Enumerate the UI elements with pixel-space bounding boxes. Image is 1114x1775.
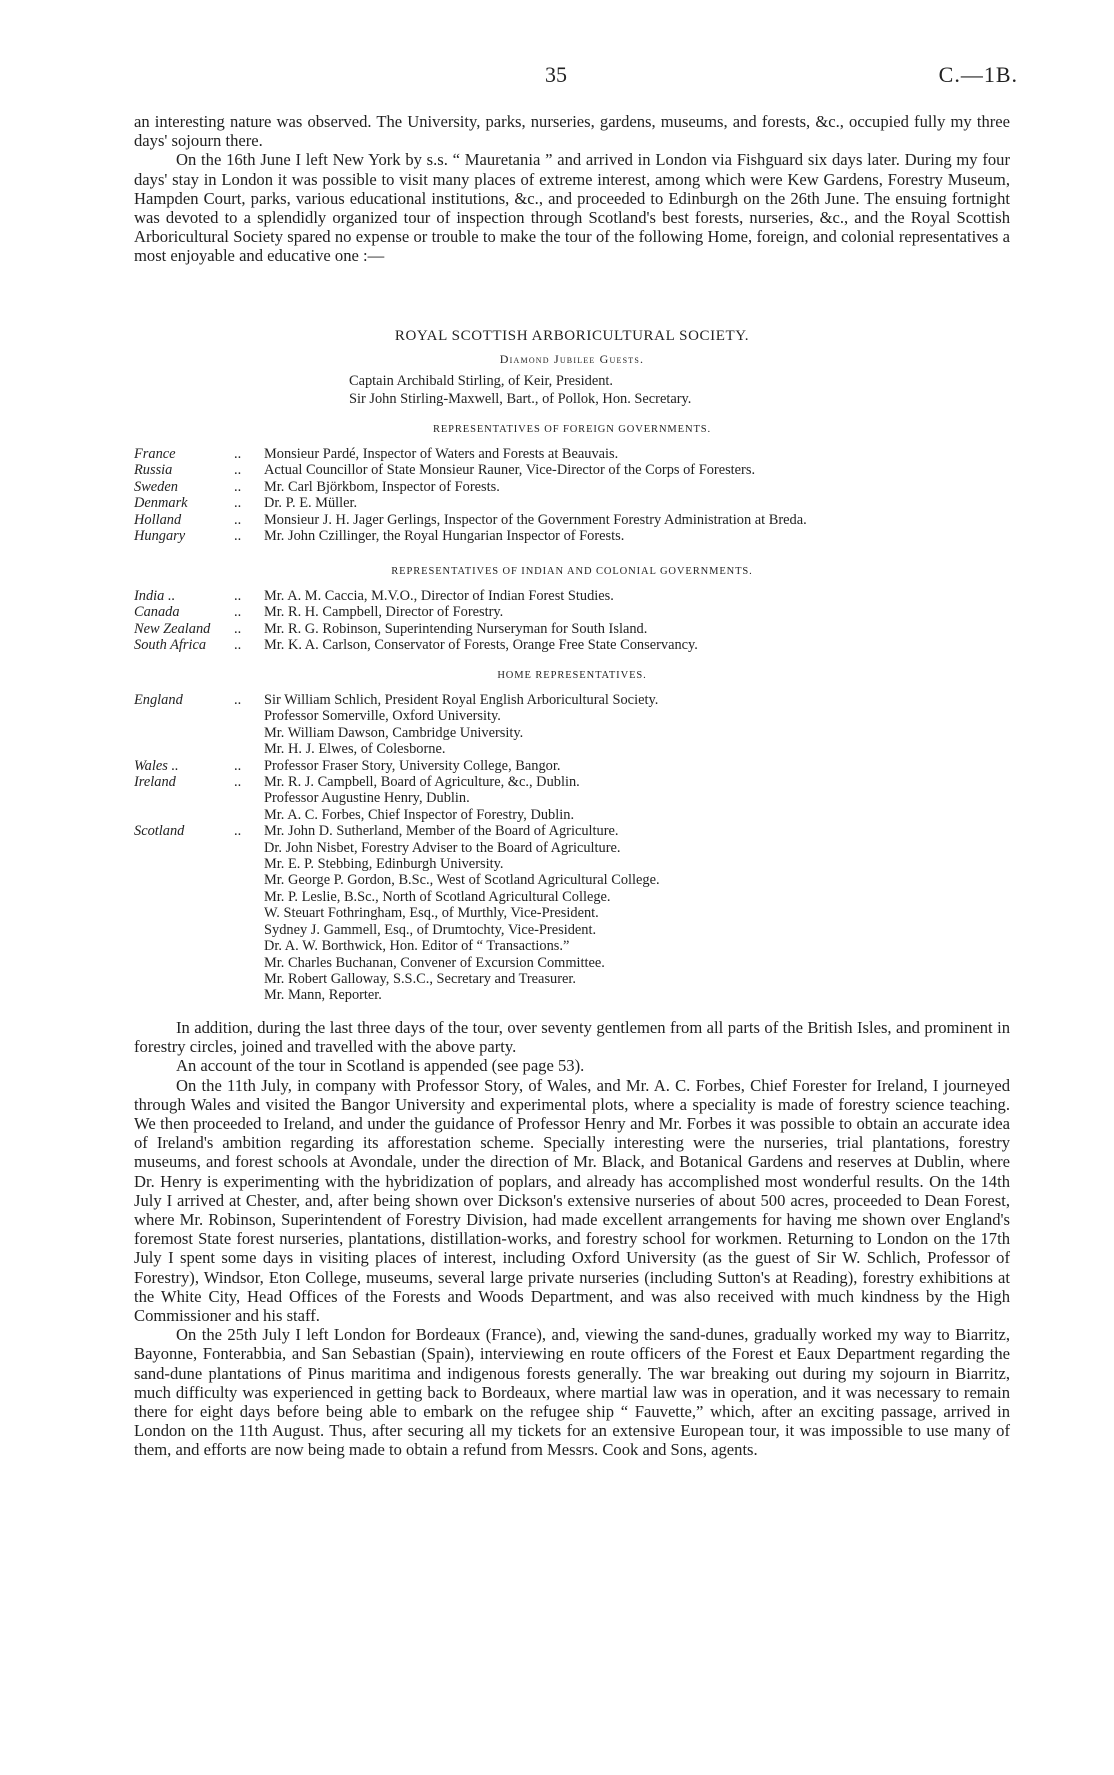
representative-name: Mr. P. Leslie, B.Sc., North of Scotland Agricultural College.	[264, 888, 611, 905]
page-number: 35	[545, 62, 567, 87]
representative-names	[264, 446, 1034, 462]
intro-text	[134, 112, 1010, 266]
representative-name: Mr. Charles Buchanan, Convener of Excursion Committee.	[264, 954, 605, 971]
representative-row	[134, 512, 1034, 528]
representative-row	[134, 446, 1034, 462]
colonial-representatives	[134, 588, 1034, 654]
home-representatives	[134, 692, 1034, 1004]
leader-dots: ..	[234, 637, 242, 654]
country-label: England	[134, 692, 183, 708]
leader-dots: ..	[234, 604, 242, 621]
representative-name: Mr. A. C. Forbes, Chief Inspector of Forestry, Dublin.	[264, 806, 575, 823]
representative-row	[134, 621, 1034, 637]
representative-names	[264, 823, 1034, 1003]
leader-dots: ..	[234, 620, 242, 637]
jubilee-guest-list	[349, 373, 691, 408]
representative-names	[264, 637, 1034, 653]
leader-dots: ..	[234, 588, 242, 604]
representative-name: Mr. Carl Björkbom, Inspector of Forests.	[264, 478, 500, 495]
representative-names	[264, 692, 1034, 758]
society-title: ROYAL SCOTTISH ARBORICULTURAL SOCIETY.	[394, 328, 750, 344]
country-label: New Zealand	[134, 620, 211, 637]
report-code: C.—1B.	[938, 62, 1018, 87]
representative-name: Mr. John D. Sutherland, Member of the Board of Agriculture.	[264, 823, 619, 840]
representative-name: Dr. A. W. Borthwick, Hon. Editor of “ Transactions.”	[264, 938, 570, 955]
leader-dots: ..	[234, 757, 242, 774]
representative-row	[134, 774, 1034, 823]
closing-paragraph: On the 11th July, in company with Professor Story, of Wales, and Mr. A. C. Forbes, Chief Forester for Ireland, I journeyed through Wales and visited the Bangor University and experimental plots, where a speciality is made of forestry science teaching. We then proceeded to Ireland, and under the guidance of Professor Henry and Mr. Forbes it was possible to obtain an accurate idea of Ireland's ambition regarding its afforestation scheme. Specially interesting were the nurseries, trial plantations, forestry museums, and forest schools at Avondale, under the direction of Mr. Black, and Botanical Gardens and reserves at Dublin, where Dr. Henry is experimenting with the hybridization of poplars, and already has accomplished most wonderful results. On the 14th July I arrived at Chester, and, after being shown over Dickson's extensive nurseries of about 500 acres, proceeded to Dean Forest, where Mr. Robinson, Superintendent of Forestry Division, had made excellent arrangements for having me shown over England's foremost State forest nurseries, plantations, distillation-works, and forestry school for workmen. Returning to London on the 17th July I spent some days in visiting places of interest, including Oxford University (as the guest of Sir W. Schlich, Professor of Forestry), Windsor, Eton College, museums, several large private nurseries (including Sutton's at Reading), forestry exhibitions at the White City, Head Offices of the Forests and Woods Department, and was also received with much kindness by the High Commissioner and his staff.	[134, 1075, 1010, 1326]
representative-name: Mr. K. A. Carlson, Conservator of Forests, Orange Free State Conservancy.	[264, 637, 698, 654]
representative-name: Mr. A. M. Caccia, M.V.O., Director of Indian Forest Studies.	[264, 588, 614, 604]
closing-text	[134, 1018, 1010, 1460]
representative-name: Actual Councillor of State Monsieur Rauner, Vice-Director of the Corps of Foresters.	[264, 462, 756, 479]
representative-names	[264, 604, 1034, 620]
country-label: Scotland	[134, 823, 185, 840]
representative-name: Professor Augustine Henry, Dublin.	[264, 790, 470, 807]
representative-names	[264, 528, 1034, 544]
representative-row	[134, 588, 1034, 604]
country-label: Holland	[134, 511, 182, 528]
representative-name: W. Steuart Fothringham, Esq., of Murthly, Vice-President.	[264, 905, 599, 922]
representative-name: Mr. John Czillinger, the Royal Hungarian Inspector of Forests.	[264, 528, 625, 545]
closing-paragraph: On the 25th July I left London for Bordeaux (France), and, viewing the sand-dunes, gradually worked my way to Biarritz, Bayonne, Fonterabbia, and San Sebastian (Spain), interviewing en route officers of the Forest et Eaux Department regarding the sand-dune plantations of Pinus maritima and indigenous forests generally. The war breaking out during my sojourn in Biarritz, much difficulty was experienced in getting back to Bordeaux, where martial law was in operation, and it was necessary to remain there for eight days before being able to embark on the refugee ship “ Fauvette,” which, after an exciting passage, arrived in London on the 11th August. Thus, after securing all my tickets for an extensive European tour, it was impossible to use many of them, and efforts are now being made to obtain a refund from Messrs. Cook and Sons, agents.	[134, 1325, 1010, 1460]
representative-name: Professor Fraser Story, University College, Bangor.	[264, 757, 561, 774]
representative-names	[264, 512, 1034, 528]
country-label: India ..	[134, 588, 176, 604]
guest-president: Captain Archibald Stirling, of Keir, President.	[349, 373, 614, 389]
closing-paragraph: An account of the tour in Scotland is appended (see page 53).	[176, 1056, 585, 1076]
representative-names	[264, 495, 1034, 511]
country-label: France	[134, 446, 176, 462]
country-label: Wales ..	[134, 757, 179, 774]
representative-name: Monsieur J. H. Jager Gerlings, Inspector of the Government Forestry Administration at Breda.	[264, 511, 807, 528]
intro-paragraph: On the 16th June I left New York by s.s. “ Mauretania ” and arrived in London via Fishguard six days later. During my four days' stay in London it was possible to visit many places of extreme interest, among which were Kew Gardens, Forestry Museum, Hampden Court, parks, various educational institutions, &c., and proceeded to Edinburgh on the 26th June. The ensuing fortnight was devoted to a splendidly organized tour of inspection through Scotland's best forests, nurseries, &c., and the Royal Scottish Arboricultural Society spared no expense or trouble to make the tour of the following Home, foreign, and colonial representatives a most enjoyable and educative one :—	[134, 150, 1010, 266]
representative-row	[134, 604, 1034, 620]
guest-secretary: Sir John Stirling-Maxwell, Bart., of Pollok, Hon. Secretary.	[349, 390, 692, 407]
country-label: Ireland	[134, 774, 176, 791]
leader-dots: ..	[234, 478, 242, 495]
representative-name: Dr. John Nisbet, Forestry Adviser to the Board of Agriculture.	[264, 839, 621, 856]
representative-name: Sir William Schlich, President Royal English Arboricultural Society.	[264, 692, 659, 708]
representative-row	[134, 479, 1034, 495]
representative-row	[134, 692, 1034, 758]
country-label: Canada	[134, 604, 180, 621]
representative-name: Mr. R. G. Robinson, Superintending Nurseryman for South Island.	[264, 620, 648, 637]
representative-name: Mr. H. J. Elwes, of Colesborne.	[264, 741, 446, 758]
home-heading: HOME REPRESENTATIVES.	[497, 670, 647, 681]
representative-name: Professor Somerville, Oxford University.	[264, 708, 501, 725]
representative-names	[264, 758, 1034, 774]
leader-dots: ..	[234, 692, 242, 708]
representative-name: Monsieur Pardé, Inspector of Waters and Forests at Beauvais.	[264, 446, 619, 462]
representative-row	[134, 823, 1034, 1003]
leader-dots: ..	[234, 774, 242, 791]
representative-row	[134, 462, 1034, 478]
country-label: Russia	[134, 462, 173, 479]
representative-name: Mr. E. P. Stebbing, Edinburgh University.	[264, 856, 504, 873]
country-label: South Africa	[134, 637, 207, 654]
representative-name: Mr. R. H. Campbell, Director of Forestry.	[264, 604, 504, 621]
representative-name: Mr. George P. Gordon, B.Sc., West of Scotland Agricultural College.	[264, 872, 660, 889]
representative-name: Mr. William Dawson, Cambridge University.	[264, 724, 524, 741]
country-label: Denmark	[134, 495, 188, 512]
representative-names	[264, 462, 1034, 478]
society-block	[134, 326, 1010, 370]
leader-dots: ..	[234, 462, 242, 479]
leader-dots: ..	[234, 495, 242, 512]
page-header	[0, 62, 1114, 92]
leader-dots: ..	[234, 528, 242, 545]
colonial-heading: REPRESENTATIVES OF INDIAN AND COLONIAL GOVERNMENTS.	[391, 566, 753, 577]
country-label: Sweden	[134, 478, 178, 495]
closing-paragraph: In addition, during the last three days of the tour, over seventy gentlemen from all parts of the British Isles, and prominent in forestry circles, joined and travelled with the above party.	[134, 1018, 1010, 1057]
leader-dots: ..	[234, 511, 242, 528]
representative-row	[134, 528, 1034, 544]
representative-row	[134, 495, 1034, 511]
representative-name: Sydney J. Gammell, Esq., of Drumtochty, Vice-President.	[264, 921, 597, 938]
representative-name: Dr. P. E. Müller.	[264, 495, 358, 512]
representative-row	[134, 758, 1034, 774]
representative-names	[264, 479, 1034, 495]
representative-names	[264, 588, 1034, 604]
representative-name: Mr. Mann, Reporter.	[264, 987, 382, 1004]
representative-row	[134, 637, 1034, 653]
foreign-heading: REPRESENTATIVES OF FOREIGN GOVERNMENTS.	[432, 424, 712, 435]
leader-dots: ..	[234, 446, 242, 462]
country-label: Hungary	[134, 528, 186, 545]
representative-name: Mr. R. J. Campbell, Board of Agriculture, &c., Dublin.	[264, 774, 580, 791]
representative-names	[264, 621, 1034, 637]
representative-name: Mr. Robert Galloway, S.S.C., Secretary and Treasurer.	[264, 970, 577, 987]
society-subtitle: Diamond Jubilee Guests.	[499, 352, 645, 366]
representative-names	[264, 774, 1034, 823]
foreign-representatives	[134, 446, 1034, 544]
intro-paragraph: an interesting nature was observed. The University, parks, nurseries, gardens, museums, and forests, &c., occupied fully my three days' sojourn there.	[134, 112, 1010, 151]
leader-dots: ..	[234, 823, 242, 840]
